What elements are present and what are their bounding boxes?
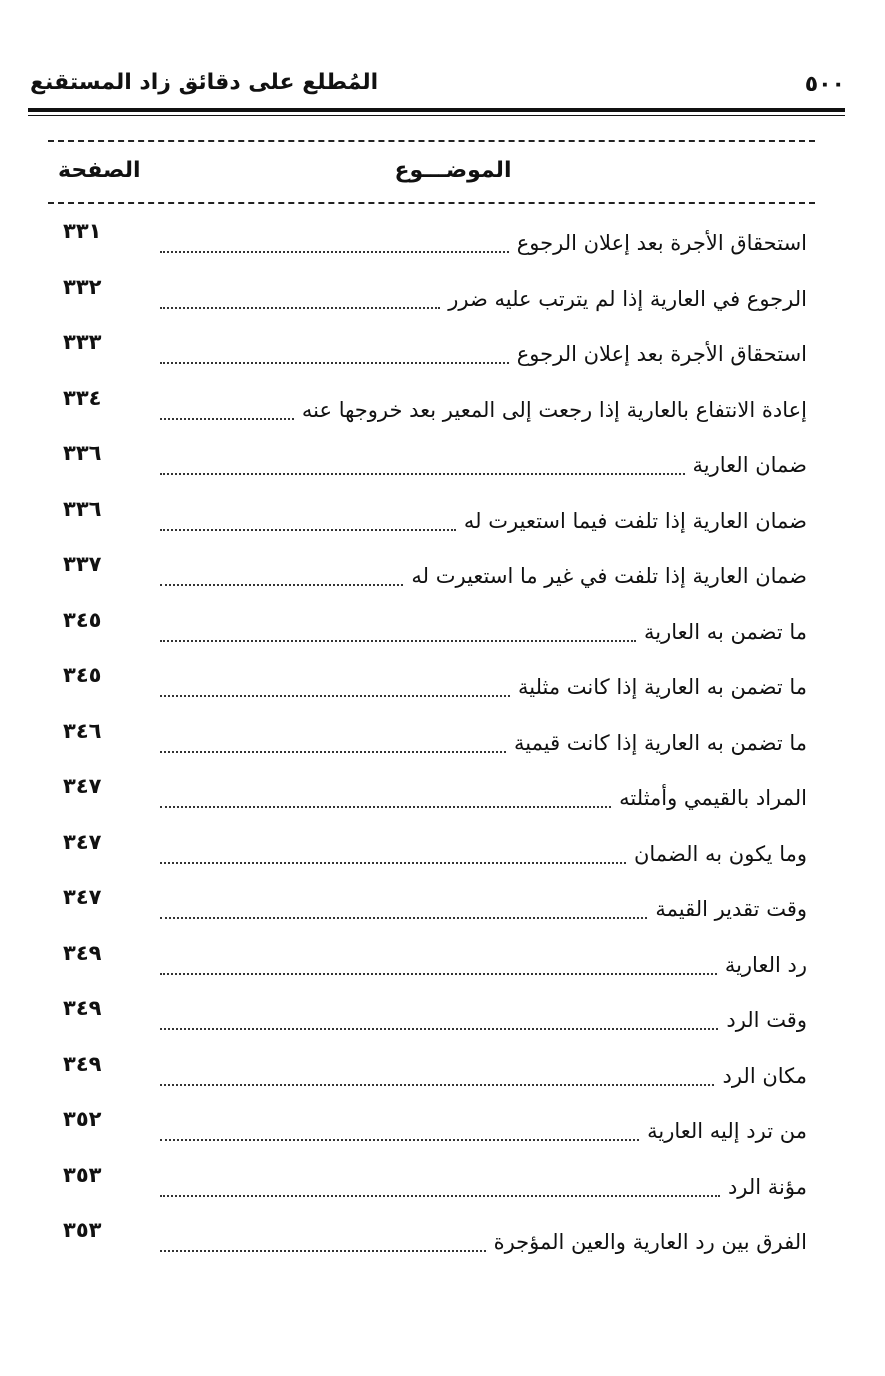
book-title: المُطلع على دقائق زاد المستقنع bbox=[30, 70, 379, 95]
toc-entry-page: ٣٤٩ bbox=[63, 1051, 102, 1076]
toc-entry-page: ٣٣٣ bbox=[63, 330, 102, 354]
toc-entry-leader bbox=[160, 221, 807, 257]
toc-entry-page: ٣٤٧ bbox=[63, 885, 102, 909]
dot-leader bbox=[160, 1139, 639, 1141]
running-header bbox=[30, 70, 845, 106]
dot-leader bbox=[160, 362, 509, 364]
toc-entry-page: ٣٣٦ bbox=[63, 496, 102, 521]
toc-entry-page: ٣٤٧ bbox=[63, 829, 102, 854]
toc-entry bbox=[55, 1046, 807, 1102]
dot-leader bbox=[160, 1250, 486, 1252]
toc-entry bbox=[55, 824, 807, 880]
toc-entry-title: ما تضمن به العارية إذا كانت مثلية bbox=[517, 675, 807, 699]
toc-entry bbox=[55, 380, 807, 436]
table-header-divider bbox=[48, 202, 815, 204]
column-header-page: الصفحة bbox=[58, 158, 141, 183]
toc-entry-leader bbox=[160, 887, 807, 923]
dot-leader bbox=[160, 307, 440, 309]
toc-entry-page: ٣٤٦ bbox=[63, 718, 102, 743]
toc-entry-leader bbox=[160, 665, 807, 701]
toc-entry-page: ٣٤٩ bbox=[63, 996, 102, 1020]
toc-entry bbox=[55, 1157, 807, 1213]
toc-entry-page: ٣٤٥ bbox=[63, 663, 102, 687]
toc-entry-leader bbox=[160, 332, 807, 368]
toc-entry-leader bbox=[160, 776, 807, 812]
toc-entry-title: من ترد إليه العارية bbox=[647, 1119, 807, 1143]
toc-entry-title: المراد بالقيمي وأمثلته bbox=[619, 786, 807, 810]
toc-entry-title: الفرق بين رد العارية والعين المؤجرة bbox=[493, 1230, 807, 1254]
toc-entry-title: وقت الرد bbox=[726, 1008, 807, 1032]
toc-entry-title: استحقاق الأجرة بعد إعلان الرجوع bbox=[516, 231, 807, 255]
column-header-topic: الموضـــوع bbox=[394, 158, 512, 183]
toc-entry-leader bbox=[160, 610, 807, 646]
toc-entry-leader bbox=[160, 832, 807, 868]
column-headers bbox=[48, 158, 815, 194]
toc-entry-leader bbox=[160, 1109, 807, 1145]
toc-entry bbox=[55, 602, 807, 658]
dot-leader bbox=[160, 806, 611, 808]
toc-entry-leader bbox=[160, 499, 807, 535]
dot-leader bbox=[160, 973, 717, 975]
toc-entry-title: ما تضمن به العارية إذا كانت قيمية bbox=[514, 730, 807, 755]
toc-entry bbox=[55, 768, 807, 824]
toc-entry-title: وقت تقدير القيمة bbox=[655, 897, 807, 921]
toc-entry-title: ما تضمن به العارية bbox=[644, 619, 807, 644]
page-number: ٥٠٠ bbox=[804, 72, 845, 97]
toc-entry-leader bbox=[160, 554, 807, 590]
toc-entry-page: ٣٤٩ bbox=[63, 940, 102, 965]
toc-entry-leader bbox=[160, 998, 807, 1034]
toc-entry-page: ٣٥٣ bbox=[63, 1162, 102, 1187]
toc-entry-leader bbox=[160, 721, 807, 757]
toc-entry-leader bbox=[160, 1220, 807, 1256]
toc-entry bbox=[55, 269, 807, 325]
toc-entry bbox=[55, 213, 807, 269]
dot-leader bbox=[160, 251, 509, 253]
toc-entry bbox=[55, 491, 807, 547]
dot-leader bbox=[160, 640, 636, 642]
dot-leader bbox=[160, 418, 294, 420]
toc-entry-page: ٣٣٤ bbox=[63, 385, 102, 410]
toc-entry-title: ضمان العارية إذا تلفت فيما استعيرت له bbox=[463, 508, 807, 533]
toc-entry-leader bbox=[160, 943, 807, 979]
toc-entry-leader bbox=[160, 443, 807, 479]
toc-entry bbox=[55, 657, 807, 713]
toc-entry-title: الرجوع في العارية إذا لم يترتب عليه ضرر bbox=[448, 286, 807, 311]
toc-entry bbox=[55, 935, 807, 991]
toc-entry-page: ٣٣٧ bbox=[63, 552, 102, 576]
dot-leader bbox=[160, 1195, 720, 1197]
dot-leader bbox=[160, 862, 626, 864]
toc-entry bbox=[55, 324, 807, 380]
toc-entry-title: وما يكون به الضمان bbox=[633, 841, 807, 866]
toc-entry bbox=[55, 713, 807, 769]
dot-leader bbox=[160, 584, 403, 586]
dot-leader bbox=[160, 473, 685, 475]
toc-entry-title: استحقاق الأجرة بعد إعلان الرجوع bbox=[516, 342, 807, 366]
toc-entry-page: ٣٤٧ bbox=[63, 774, 102, 798]
toc-entry bbox=[55, 879, 807, 935]
toc-entry bbox=[55, 1212, 807, 1268]
toc-entry-leader bbox=[160, 277, 807, 313]
table-top-divider bbox=[48, 140, 815, 142]
toc-entry-title: رد العارية bbox=[724, 952, 807, 977]
dot-leader bbox=[160, 695, 510, 697]
toc-entry-title: إعادة الانتفاع بالعارية إذا رجعت إلى المعير بعد خروجها عنه bbox=[301, 397, 807, 422]
toc-entry bbox=[55, 435, 807, 491]
toc-entry-title: مكان الرد bbox=[722, 1063, 807, 1088]
dot-leader bbox=[160, 529, 456, 531]
toc-entry bbox=[55, 990, 807, 1046]
toc-entry-leader bbox=[160, 1054, 807, 1090]
toc-entry-leader bbox=[160, 388, 807, 424]
header-rule-thin bbox=[28, 115, 845, 116]
toc-entry-title: مؤنة الرد bbox=[727, 1174, 807, 1199]
header-rule-thick bbox=[28, 108, 845, 112]
toc-entry-leader bbox=[160, 1165, 807, 1201]
toc-entry-page: ٣٤٥ bbox=[63, 607, 102, 632]
dot-leader bbox=[160, 1028, 718, 1030]
toc-entry-title: ضمان العارية إذا تلفت في غير ما استعيرت له bbox=[411, 564, 807, 588]
toc-entry-title: ضمان العارية bbox=[692, 453, 807, 477]
dot-leader bbox=[160, 751, 506, 753]
dot-leader bbox=[160, 1084, 714, 1086]
toc-entry bbox=[55, 546, 807, 602]
toc-entry bbox=[55, 1101, 807, 1157]
dot-leader bbox=[160, 917, 647, 919]
toc-entry-page: ٣٣٦ bbox=[63, 441, 102, 465]
toc-entry-page: ٣٣١ bbox=[63, 219, 102, 243]
toc-entry-page: ٣٣٢ bbox=[63, 274, 102, 299]
toc-entry-page: ٣٥٢ bbox=[63, 1107, 102, 1131]
table-of-contents bbox=[55, 213, 807, 1268]
toc-entry-page: ٣٥٣ bbox=[63, 1218, 102, 1242]
